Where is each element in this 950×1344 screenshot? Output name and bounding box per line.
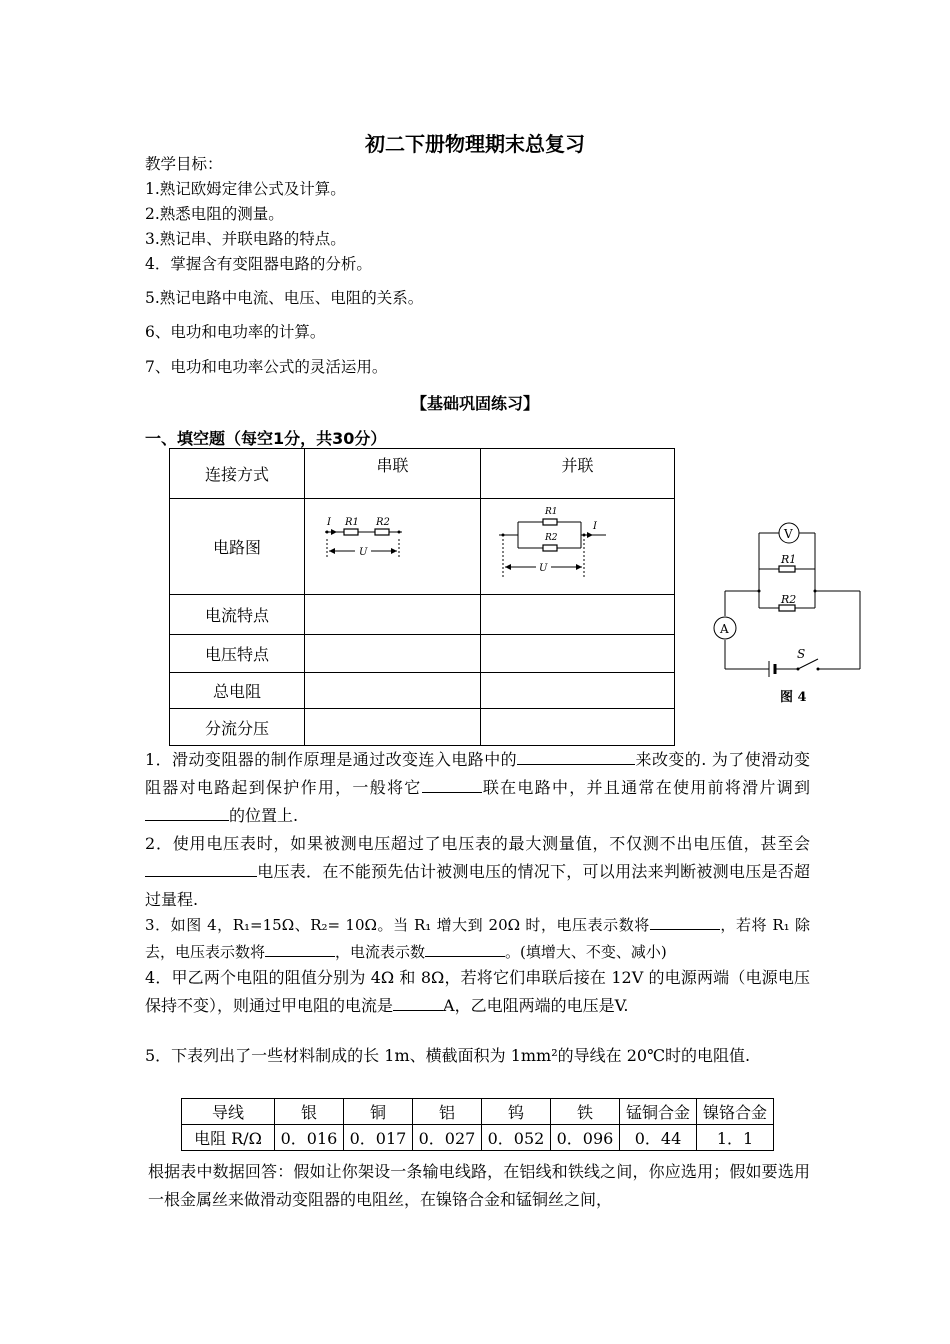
answer-blank[interactable] xyxy=(650,911,720,930)
question-2 xyxy=(145,830,810,914)
table-cell: 0．096 xyxy=(551,1125,620,1151)
r2-label: R2 xyxy=(545,533,558,543)
objective-item: 2.熟悉电阻的测量。 xyxy=(145,205,284,223)
figure-4-circuit xyxy=(708,516,868,711)
row-label: 电压特点 xyxy=(170,635,305,673)
table-header: 导线 xyxy=(182,1099,275,1125)
question-text: 法来判断被测电压是否超过量程. xyxy=(145,862,810,909)
question-4 xyxy=(145,964,810,1020)
r2-label: R2 xyxy=(376,517,390,528)
table-header: 钨 xyxy=(482,1099,551,1125)
question-1 xyxy=(145,746,810,830)
answer-blank[interactable] xyxy=(145,858,257,877)
answer-cell[interactable] xyxy=(305,595,481,635)
section-title: 【基础巩固练习】 xyxy=(410,394,539,413)
table-cell: 0．017 xyxy=(344,1125,413,1151)
voltage-label: U xyxy=(359,547,368,558)
answer-blank[interactable] xyxy=(422,774,482,793)
r1-label: R1 xyxy=(345,517,359,528)
parallel-circuit-diagram xyxy=(481,499,674,590)
question-text: 电压表．在不能预先估计被测电压的情况下，可以用 xyxy=(257,862,632,881)
question-text: 1．滑动变阻器的制作原理是通过改变连入电路中的 xyxy=(145,750,518,769)
question-text: ，若将 R₁ 除去，电压表示数将 xyxy=(145,916,811,961)
answer-blank[interactable] xyxy=(145,802,229,821)
table-header: 锰铜合金 xyxy=(620,1099,697,1125)
row-label: 电阻 R/Ω xyxy=(182,1125,275,1151)
answer-cell[interactable] xyxy=(305,673,481,709)
table-header: 串联 xyxy=(305,449,481,499)
question-text: 3．如图 4，R₁=15Ω、R₂= 10Ω。当 R₁ 增大到 20Ω 时，电压表示数将 xyxy=(145,916,650,934)
objective-item: 6、电功和电功率的计算。 xyxy=(145,323,326,341)
page-title: 初二下册物理期末总复习 xyxy=(365,132,585,156)
table-cell: 0．44 xyxy=(620,1125,697,1151)
r1-label: R1 xyxy=(781,553,797,566)
series-circuit-cell xyxy=(305,499,481,595)
table-header: 镍铬合金 xyxy=(697,1099,774,1125)
objective-item: 7、电功和电功率公式的灵活运用。 xyxy=(145,358,388,376)
table-header: 连接方式 xyxy=(170,449,305,499)
question-text: 。(填增大、不变、减小) xyxy=(505,943,667,961)
question-text: A，乙电阻两端的电压是 xyxy=(443,996,615,1015)
question-text: 联在电路中，并且通常在使用前将滑片调到 xyxy=(481,778,810,797)
series-parallel-table xyxy=(169,448,675,746)
table-header: 铝 xyxy=(413,1099,482,1125)
objective-item: 4．掌握含有变阻器电路的分析。 xyxy=(145,255,372,273)
answer-blank[interactable] xyxy=(517,746,635,765)
ammeter-label: A xyxy=(720,622,729,636)
r1-label: R1 xyxy=(545,507,558,517)
answer-blank[interactable] xyxy=(425,938,505,957)
question-text: 根据表中数据回答：假如让你架设一条输电线路，在铝线和铁线之间，你应选用 xyxy=(148,1162,714,1181)
table-cell: 1．1 xyxy=(697,1125,774,1151)
answer-cell[interactable] xyxy=(481,673,675,709)
answer-cell[interactable] xyxy=(305,635,481,673)
material-resistance-table xyxy=(181,1098,774,1151)
current-label: I xyxy=(327,517,331,528)
voltage-label: U xyxy=(539,563,548,574)
row-label: 总电阻 xyxy=(170,673,305,709)
objectives-heading: 教学目标： xyxy=(145,155,223,173)
question-5: 5．下表列出了一些材料制成的长 1m、横截面积为 1mm²的导线在 20℃时的电阻值. xyxy=(145,1046,751,1065)
question-text: 4．甲乙两个电阻的阻值分别为 4Ω 和 8Ω，若将它们串联后接在 12V 的电源两端（电源电压保持不变），则通过甲电阻的电流是 xyxy=(145,968,810,1015)
row-label: 电流特点 xyxy=(170,595,305,635)
series-circuit-diagram xyxy=(305,499,480,590)
question-text: ，电流表示数 xyxy=(335,943,426,961)
table-header: 银 xyxy=(275,1099,344,1125)
row-label: 电路图 xyxy=(170,499,305,595)
objective-item: 5.熟记电路中电流、电压、电阻的关系。 xyxy=(145,289,424,307)
question-text: V. xyxy=(614,996,629,1015)
answer-cell[interactable] xyxy=(481,709,675,746)
question-text: ；假如要选用一根金属丝来做滑动变阻器的电阻丝，在镍铬合金和锰铜丝之间， xyxy=(148,1162,810,1209)
part-title: 一、填空题（每空1分，共30分） xyxy=(145,429,387,448)
r2-label: R2 xyxy=(781,593,797,606)
table-header: 铜 xyxy=(344,1099,413,1125)
table-header: 并联 xyxy=(481,449,675,499)
table-cell: 0．027 xyxy=(413,1125,482,1151)
row-label: 分流分压 xyxy=(170,709,305,746)
objective-item: 3.熟记串、并联电路的特点。 xyxy=(145,230,346,248)
answer-cell[interactable] xyxy=(481,635,675,673)
table-header: 铁 xyxy=(551,1099,620,1125)
switch-label: S xyxy=(797,647,806,661)
answer-cell[interactable] xyxy=(305,709,481,746)
figure-caption: 图 4 xyxy=(780,690,807,705)
question-text: 的位置上. xyxy=(229,806,299,825)
answer-blank[interactable] xyxy=(265,938,335,957)
table-cell: 0．052 xyxy=(482,1125,551,1151)
question-text: 2．使用电压表时，如果被测电压超过了电压表的最大测量值，不仅测不出电压值，甚至会 xyxy=(145,834,810,853)
voltmeter-label: V xyxy=(784,527,793,541)
question-5-continued xyxy=(148,1158,810,1214)
table-cell: 0．016 xyxy=(275,1125,344,1151)
answer-blank[interactable] xyxy=(393,992,443,1011)
question-3 xyxy=(145,911,810,965)
parallel-circuit-cell xyxy=(481,499,675,595)
objective-item: 1.熟记欧姆定律公式及计算。 xyxy=(145,180,346,198)
question-text: 来改变的. 为了使滑动变阻器对电路起到保护作用，一般将它 xyxy=(145,750,810,797)
current-label: I xyxy=(593,521,597,532)
answer-cell[interactable] xyxy=(481,595,675,635)
